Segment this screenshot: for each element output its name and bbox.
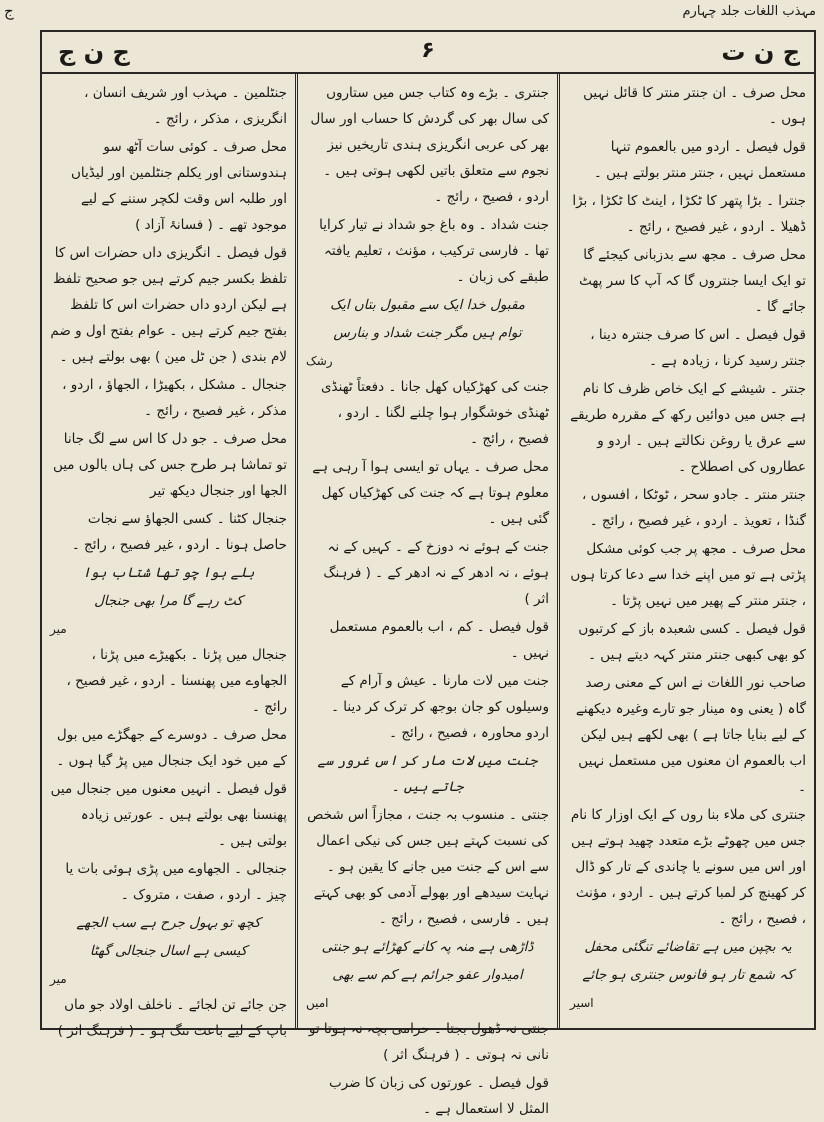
column-header-bar xyxy=(42,32,814,74)
page-frame xyxy=(40,30,816,1117)
entry: محل صرف ۔ جو دل کا اس سے لگ جانا تو تماشا ہر طرح جس کی ہاں بالوں میں الجھا اور جنجال دیکھ تیر xyxy=(52,431,287,499)
entry: جنترا ۔ بڑا پتھر کا ٹکڑا ، اینٹ کا ٹکڑا ، بڑا ڈھیلا ۔ اردو ، غیر فصیح ، رائج ۔ xyxy=(572,193,806,235)
entry: جنت شداد ۔ وہ باغ جو شداد نے تیار کرایا تھا ۔ فارسی ترکیب ، مؤنث ، تعلیم یافتہ طبقے کی زبان ۔ xyxy=(319,217,549,285)
verse-poet: اسیر xyxy=(570,996,594,1010)
entry: قول فیصل ۔ عورتوں کی زبان کا ضرب المثل لا استعمال ہے ۔ xyxy=(329,1075,549,1117)
entry: جنتری کی ملاء بنا روں کے ایک اوزار کا نام جس میں چھوٹے بڑے متعدد چھید ہوتے ہیں اور اس میں سونے یا چاندی کے تار کو ڈال کر کھینچ کر لمبا کرتے ہیں ۔ اردو ، مؤنث ، فصیح ، رائج ۔ xyxy=(570,807,806,927)
column-right xyxy=(562,74,814,1028)
verse-line: کٹ رہے گا مرا بھی جنجال xyxy=(94,593,243,609)
verse-line: بلے ہوا چو تھا شتاب ہوا xyxy=(82,565,255,581)
column-middle xyxy=(298,74,560,1117)
header-left-letters: ج ن ج xyxy=(58,38,130,66)
entry: قول فیصل ۔ کم ، اب بالعموم مستعمل نہیں ۔ xyxy=(329,619,549,661)
entry: جنتری ۔ بڑے وہ کتاب جس میں ستاروں کی سال بھر کی گردش کا حساب اور سال بھر کی عربی انگریزی ہندی تاریخیں نیز نجوم سے متعلق باتیں لکھی ہوتی ہیں ۔ اردو ، فصیح ، رائج ۔ xyxy=(310,85,549,205)
verse-line: توام ہیں مگر جنت شداد و بنارس xyxy=(333,325,522,341)
verse-line: مقبول خدا ایک سے مقبول بتاں ایک xyxy=(329,297,526,313)
entry: جنت کی کھڑکیاں کھل جانا ۔ دفعتاً ٹھنڈی ٹھنڈی خوشگوار ہوا چلنے لگنا ۔ اردو ، فصیح ، رائج ۔ xyxy=(320,379,549,447)
verse-poet: رشک xyxy=(306,354,333,368)
entry: محل صرف ۔ کوئی سات آٹھ سو ہندوستانی اور یکلم جنٹلمین اور لیڈیاں اور طلبہ اس وقت لکچر سننے کے لیے موجود تھے ۔ ( فسانۂ آزاد ) xyxy=(71,139,287,233)
entry: محل صرف ۔ دوسرے کے جھگڑے میں بول کے میں خود ایک جنجال میں پڑ گیا ہوں ۔ xyxy=(56,727,287,769)
entry: محل صرف ۔ مجھ سے بدزبانی کیجئے گا تو ایک ایسا جنتروں گا کہ آپ کا سر پھٹ جائے گا ۔ xyxy=(579,247,806,315)
entry: جنجال ۔ مشکل ، بکھیڑا ، الجھاؤ ، اردو ، مذکر ، غیر فصیح ، رائج ۔ xyxy=(62,377,287,419)
header-right-letters: ج ن ت xyxy=(721,38,800,66)
entry: جنت میں لات مارنا ۔ عیش و آرام کے وسیلوں کو جان بوجھ کر ترک کر دینا ۔ اردو محاورہ ، فصیح ، رائج ۔ xyxy=(331,673,549,741)
entry: جنتر منتر ۔ جادو سحر ، ٹوٹکا ، افسوں ، گنڈا ، تعویذ ۔ اردو ، غیر فصیح ، رائج ۔ xyxy=(581,487,806,529)
entry: صاحب نور اللغات نے اس کے معنی رصد گاہ ( یعنی وہ مینار جو تارے وغیرہ دیکھنے کے لیے بنایا جاتا ہے ) بھی لکھے ہیں لیکن اب بالعموم ان معنوں میں مستعمل نہیں ۔ xyxy=(575,675,806,795)
entry: محل صرف ۔ مجھ پر جب کوئی مشکل پڑتی ہے تو میں اپنے خدا سے دعا کرتا ہوں ، جنتر منتر کے پھیر میں نہیں پڑتا ۔ xyxy=(570,541,806,609)
entry: جنتی ۔ منسوب بہ جنت ، مجازاً اس شخص کی نسبت کہتے ہیں جس کی نیکی اعمال سے اس کے جنت میں جانے کا یقین ہو ۔ نہایت سیدھے اور بھولے آدمی کو بھی کہتے ہیں ۔ فارسی ، فصیح ، رائج ۔ xyxy=(307,807,549,927)
verse-poet: میر xyxy=(50,972,67,986)
verse-line: کہ شمع تار ہو فانوس جنتری ہو جائے xyxy=(582,967,794,983)
entry: جنتی نہ ڈھول بجتا ۔ حرامی بچہ نہ ہوتا تو نانی نہ ہوتی ۔ ( فرہنگ اثر ) xyxy=(308,1021,549,1063)
verse-line: ڈاڑھی ہے منہ پہ کانے کھڑائے ہو جنتی xyxy=(321,939,534,955)
entry: قول فیصل ۔ انہیں معنوں میں جنجال میں پھنسنا بھی بولتے ہیں ۔ عورتیں زیادہ بولتی ہیں ۔ xyxy=(50,781,287,849)
running-head: مہذب اللغات جلد چہارم xyxy=(682,4,816,19)
column-left xyxy=(42,74,298,1039)
entry: قول فیصل ۔ کسی شعبدہ باز کے کرتبوں کو بھی کبھی جنتر منتر کہہ دیتے ہیں ۔ xyxy=(578,621,806,663)
entry: محل صرف ۔ ان جنتر منتر کا قائل نہیں ہوں ۔ xyxy=(583,85,806,127)
entry: جنٹلمین ۔ مہذب اور شریف انسان ، انگریزی ، مذکر ، رائج ۔ xyxy=(84,85,287,127)
verse-line: کچھ تو بہول جرح ہے سب الجھے xyxy=(76,915,261,931)
entry: قول فیصل ۔ اردو میں بالعموم تنہا مستعمل نہیں ، جنتر منتر بولتے ہیں ۔ xyxy=(593,139,806,181)
verse-line: امیدوار عفو جرائم ہے کم سے بھی xyxy=(332,967,523,983)
verse-poet: میر xyxy=(50,622,67,636)
entry: جنجالی ۔ الجھاوے میں پڑی ہوئی بات یا چیز ۔ اردو ، صفت ، متروک ۔ xyxy=(65,861,287,903)
entry: جنجال کٹنا ۔ کسی الجھاؤ سے نجات حاصل ہونا ۔ اردو ، غیر فصیح ، رائج ۔ xyxy=(71,511,287,553)
page-number: ۶ xyxy=(421,38,435,63)
verse-line: یہ بچپن میں ہے تقاضائے تنگئی محفل xyxy=(584,939,792,955)
entry: جنت کے ہوئے نہ دوزخ کے ۔ کہیں کے نہ ہوئے ، نہ ادھر کے نہ ادھر کے ۔ ( فرہنگ اثر ) xyxy=(323,539,549,607)
entry: جن جائے تن لجائے ۔ ناخلف اولاد جو ماں باپ کے لیے باعث ننگ ہو ۔ ( فرہنگ اثر ) xyxy=(57,997,287,1039)
verse-line: جنت میں لات مار کر اس غرور سے جاتے ہیں ۔ xyxy=(317,753,538,795)
entry: جنجال میں پڑنا ۔ بکھیڑے میں پڑنا ، الجھاوے میں پھنسنا ۔ اردو ، غیر فصیح ، رائج ۔ xyxy=(66,647,287,715)
entry: قول فیصل ۔ انگریزی داں حضرات اس کا تلفظ بکسر جیم کرتے ہیں جو صحیح تلفظ ہے لیکن اردو داں حضرات اس کا تلفظ بفتح جیم کرتے ہیں ۔ عوام بفتح اول و ضم لام بندی ( جن ٹل مین ) بھی بولتے ہیں ۔ xyxy=(50,245,287,365)
entry: قول فیصل ۔ اس کا صرف جنترہ دینا ، جنتر رسید کرنا ، زیادہ ہے ۔ xyxy=(590,327,806,369)
verse-line: کیسی ہے اسال جنجالی گھٹا xyxy=(89,943,248,959)
entry: محل صرف ۔ یہاں تو ایسی ہوا آ رہی ہے معلوم ہوتا ہے کہ جنت کی کھڑکیاں کھل گئی ہیں ۔ xyxy=(312,459,549,527)
corner-mark: ج xyxy=(4,2,14,20)
entry: جنتر ۔ شیشے کے ایک خاص ظرف کا نام ہے جس میں دوائیں رکھ کے مقررہ طریقے سے عرق یا روغن نکالتے ہیں ۔ اردو و عطاروں کی اصطلاح ۔ xyxy=(570,381,806,475)
verse-poet: امیں xyxy=(306,996,329,1010)
